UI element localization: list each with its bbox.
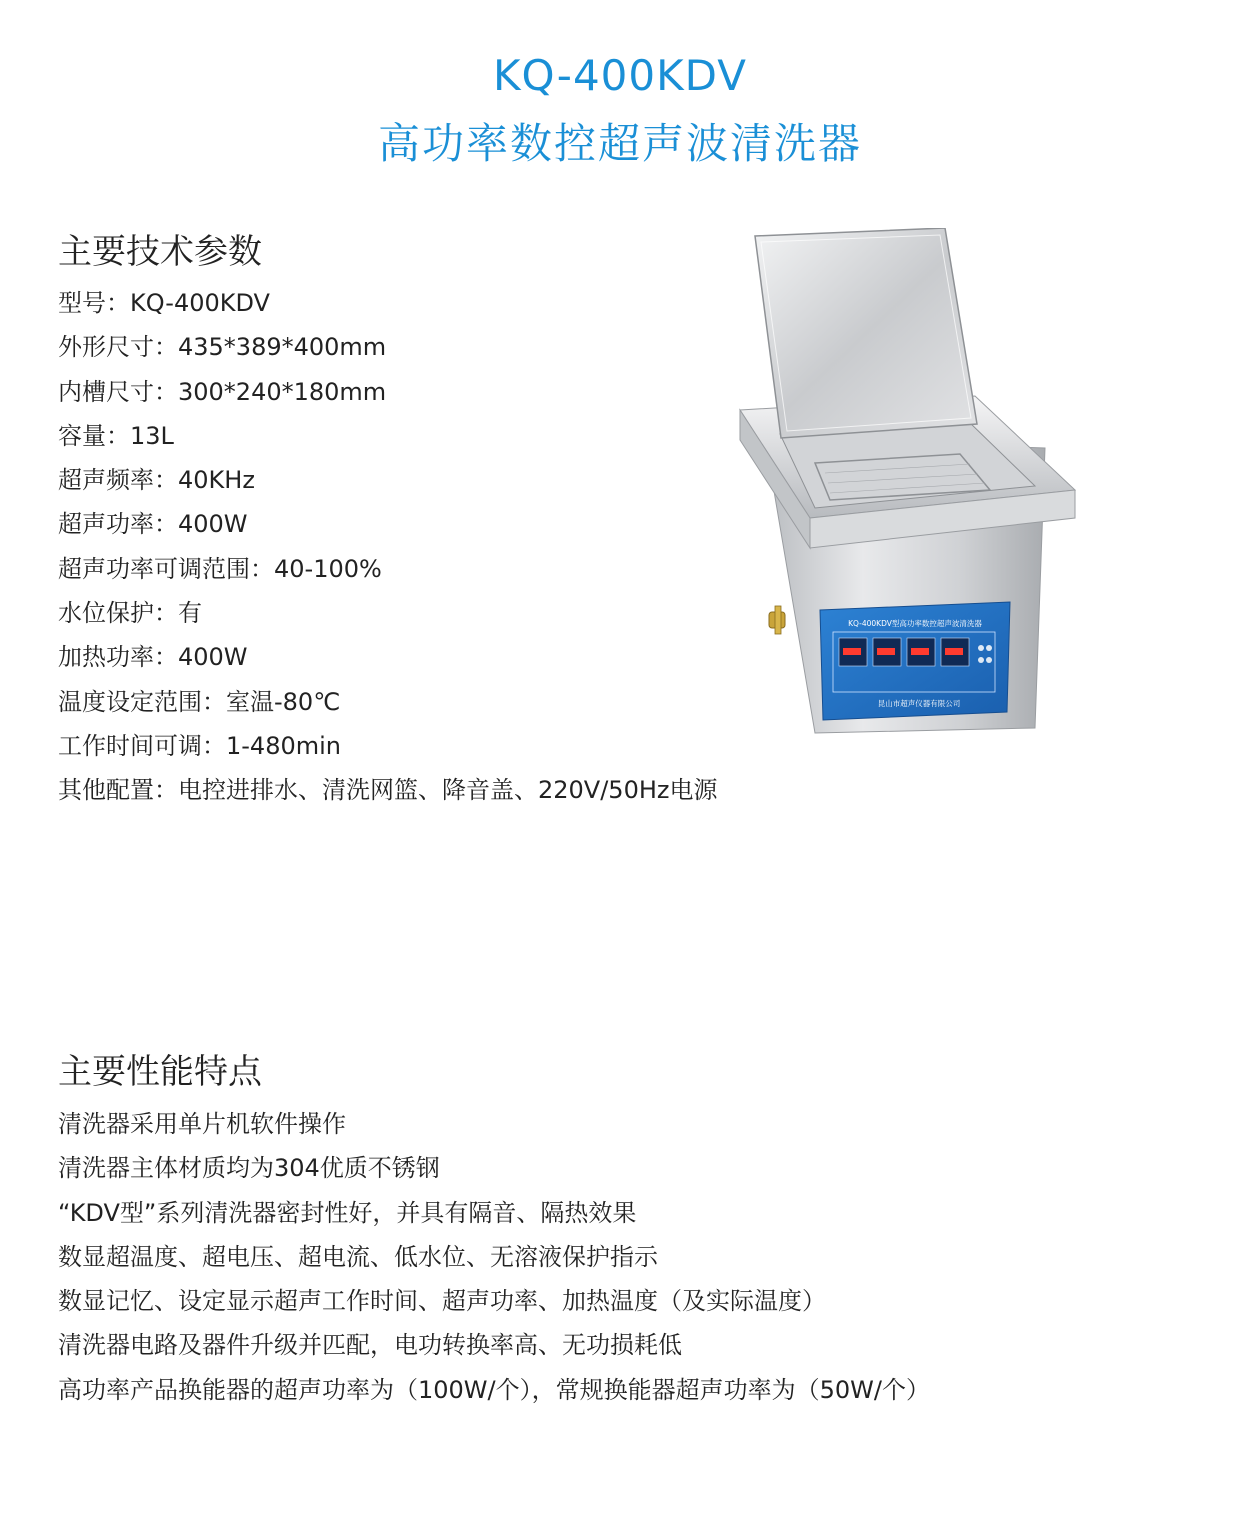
- spec-item: 外形尺寸：435*389*400mm: [58, 333, 387, 362]
- spec-item: 超声功率：400W: [58, 510, 248, 539]
- spec-item: 水位保护：有: [58, 599, 202, 628]
- spec-item: 型号：KQ-400KDV: [58, 289, 270, 317]
- spec-item: 工作时间可调：1-480min: [58, 731, 341, 760]
- feature-item: 数显记忆、设定显示超声工作时间、超声功率、加热温度（及实际温度）: [58, 1287, 826, 1316]
- feature-item: 清洗器电路及器件升级并匹配，电功转换率高、无功损耗低: [58, 1331, 682, 1360]
- features-heading: 主要性能特点: [58, 1052, 262, 1092]
- panel-maker: 昆山市超声仪器有限公司: [877, 699, 961, 708]
- specs-heading: 主要技术参数: [58, 232, 262, 272]
- spec-item: 温度设定范围：室温-80℃: [58, 687, 341, 716]
- specs-list: [58, 281, 718, 813]
- spec-item: 加热功率：400W: [58, 643, 248, 672]
- spec-item: 内槽尺寸：300*240*180mm: [58, 377, 387, 406]
- spec-item: 其他配置：电控进排水、清洗网篮、降音盖、220V/50Hz电源: [58, 776, 718, 805]
- ultrasonic-cleaner-image: [735, 228, 1080, 748]
- product-model-title: KQ-400KDV: [493, 51, 747, 100]
- spec-item: 容量：13L: [58, 421, 174, 450]
- spec-item: 超声功率可调范围：40-100%: [58, 554, 382, 583]
- panel-label: KQ-400KDV型高功率数控超声波清洗器: [848, 619, 982, 628]
- spec-item: 超声频率：40KHz: [58, 466, 255, 495]
- product-name-title: 高功率数控超声波清洗器: [377, 119, 862, 168]
- feature-item: “KDV型”系列清洗器密封性好，并具有隔音、隔热效果: [58, 1198, 637, 1227]
- feature-item: 清洗器主体材质均为304优质不锈钢: [58, 1154, 440, 1183]
- feature-item: 清洗器采用单片机软件操作: [58, 1110, 346, 1138]
- feature-item: 高功率产品换能器的超声功率为（100W/个），常规换能器超声功率为（50W/个）: [58, 1375, 930, 1404]
- feature-item: 数显超温度、超电压、超电流、低水位、无溶液保护指示: [58, 1242, 658, 1271]
- features-list: [58, 1102, 930, 1412]
